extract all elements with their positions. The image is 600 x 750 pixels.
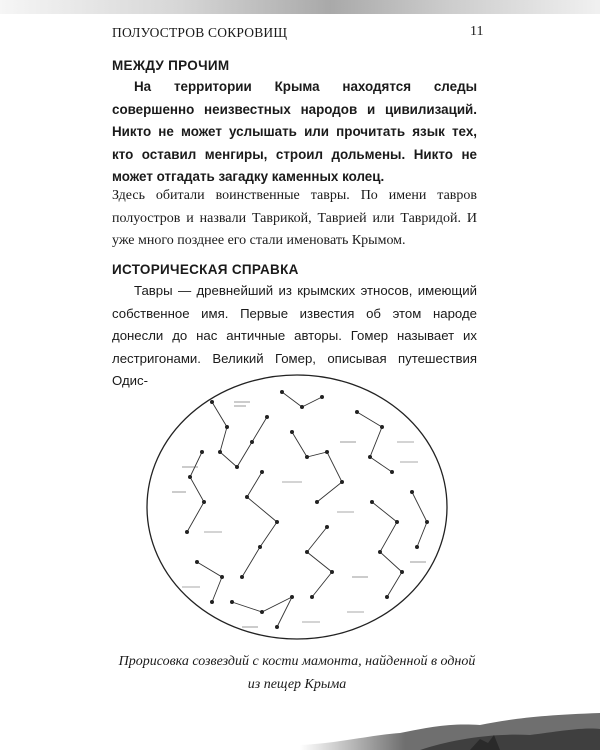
landscape-photo-corner — [300, 705, 600, 750]
historical-note-heading: ИСТОРИЧЕСКАЯ СПРАВКА — [112, 262, 299, 277]
running-title: ПОЛУОСТРОВ СОКРОВИЩ — [112, 25, 288, 40]
figure-caption: Прорисовка созвездий с кости мамонта, найденной в одной из пещер Крыма — [118, 654, 476, 692]
page-number: 11 — [470, 24, 484, 39]
body-paragraph: Здесь обитали воинственные тавры. По имени тавров полуостров и назвали Таврикой, Таврией или Тавридой. И уже много позднее его стали именовать Крымом. — [112, 188, 477, 248]
constellation-illustration — [142, 372, 452, 642]
callout-text: На территории Крыма находятся следы совершенно неизвестных народов и цивилизаций. Никто не может услышать или прочитать язык тех, кто оставил менгиры, строил дольмены. Никто не может отгадать загадку каменных колец. — [112, 79, 477, 184]
callout-heading: МЕЖДУ ПРОЧИМ — [112, 58, 230, 73]
top-photo-edge — [0, 0, 600, 14]
historical-note-text: Тавры — древнейший из крымских этносов, имеющий собственное имя. Первые известия об этом народе донесли до нас античные авторы. Гомер называет их лестригонами. Великий Гомер, описывая путешествия Одис- — [112, 283, 477, 388]
